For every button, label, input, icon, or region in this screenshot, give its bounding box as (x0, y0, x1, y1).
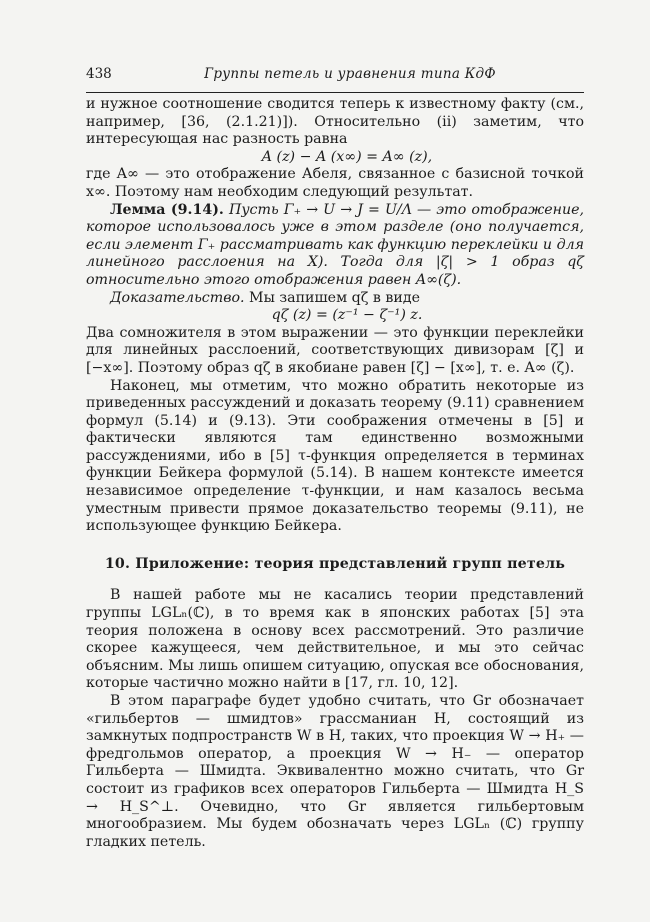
equation-abel-difference: A (z) − A (x∞) = A∞ (z), (261, 148, 433, 165)
section-heading: 10. Приложение: теория представлений групп петель (104, 555, 566, 572)
paragraph-abel-map: где A∞ — это отображение Абеля, связанное с базисной точкой x∞. Поэтому нам необходим следующий результат. (86, 166, 584, 200)
lemma-statement: Пусть Γ₊ → U → J = U/Λ — это отображение, которое использовалось уже в этом разделе (оно получается, если элемент Γ₊ рассматривать как функцию переклейки и для линейного расслоения на X). Тогда для |ζ| > 1 образ qζ относительно этого отображения равен A∞(ζ). (86, 201, 584, 288)
paragraph-finally: Наконец, мы отметим, что можно обратить некоторые из приведенных рассуждений и доказать теорему (9.11) сравнением формул (5.14) и (9.13). Эти соображения отмечены в [5] и фактически являются там единственно возможными рассуждениями, ибо в [5] τ-функция определяется в терминах функции Бейкера формулой (5.14). В нашем контексте имеется независимое определение τ-функции, и нам казалось весьма уместным привести прямое доказательство теоремы (9.11), не использующее функцию Бейкера. (86, 377, 584, 535)
page-number: 438 (86, 66, 112, 82)
page-body (86, 96, 584, 851)
running-title: Группы петель и уравнения типа КдФ (204, 66, 496, 82)
equation-q-zeta: qζ (z) = (z⁻¹ − ζ⁻¹) z. (271, 307, 423, 324)
paragraph-factors: Два сомножителя в этом выражении — это функции переклейки для линейных расслоений, соответствующих дивизорам [ζ] и [−x∞]. Поэтому образ qζ в якобиане равен [ζ] − [x∞], т. е. A∞ (ζ). (86, 324, 584, 376)
paragraph-representation-theory: В нашей работе мы не касались теории представлений группы LGLₙ(ℂ), в то время как в японских работах [5] эта теория положена в основу всех рассмотрений. Это различие скорее кажущееся, чем действительное, и мы это сейчас объясним. Мы лишь опишем ситуацию, опуская все обоснования, которые частично можно найти в [17, гл. 10, 12]. (86, 587, 584, 692)
paragraph-grassmannian: В этом параграфе будет удобно считать, что Gr обозначает «гильбертов — шмидтов» грассманиан H, состоящий из замкнутых подпространств W в H, таких, что проекция W → H₊ — фредгольмов оператор, а проекция W → H₋ — оператор Гильберта — Шмидта. Эквивалентно можно считать, что Gr состоит из графиков всех операторов Гильберта — Шмидта H_S → H_S^⊥. Очевидно, что Gr является гильбертовым многообразием. Мы будем обозначать через LGLₙ (ℂ) группу гладких петель. (86, 693, 584, 850)
lemma-label: Лемма (9.14). (110, 201, 224, 218)
header-rule (86, 92, 584, 93)
lemma-9-14 (86, 202, 584, 290)
proof-label: Доказательство. (110, 289, 245, 306)
proof-text: Мы запишем qζ в виде (249, 289, 420, 306)
paragraph-continuation: и нужное соотношение сводится теперь к известному факту (см., например, [36, (2.1.21)]). Относительно (ii) заметим, что интересующая нас разность равна (86, 96, 584, 148)
running-header (86, 66, 584, 82)
proof (86, 290, 584, 308)
